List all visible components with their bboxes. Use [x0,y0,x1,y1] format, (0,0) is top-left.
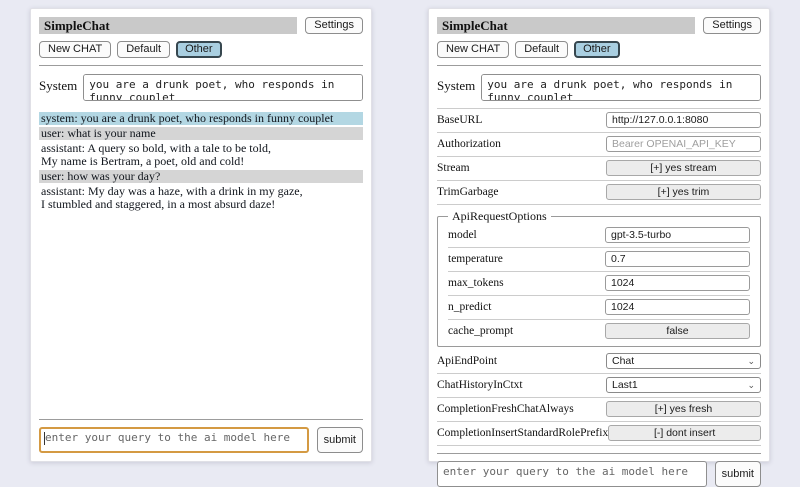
authorization-input[interactable] [606,136,761,152]
query-input[interactable] [437,461,707,487]
baseurl-label: BaseURL [437,114,483,126]
chat-history-label: ChatHistoryInCtxt [437,379,523,391]
max-tokens-label: max_tokens [448,277,504,289]
chat-session-tabs [39,41,363,58]
api-endpoint-label: ApiEndPoint [437,355,498,367]
toolbar-divider [39,65,363,66]
chat-session-tabs [437,41,761,58]
chat-panel [30,8,372,462]
setting-row-authorization [437,133,761,157]
setting-row-temperature [448,248,750,272]
cache-prompt-toggle-button[interactable]: false [605,323,750,339]
completion-role-prefix-label: CompletionInsertStandardRolePrefix [437,427,609,439]
tab-default[interactable]: Default [117,41,170,58]
assistant-line: I stumbled and staggered, in a most absurd daze! [41,197,276,211]
system-label: System [39,78,78,93]
system-prompt-input[interactable] [481,74,761,101]
new-chat-button[interactable]: New CHAT [437,41,509,58]
chat-message-assistant [39,142,363,168]
new-chat-button[interactable]: New CHAT [39,41,111,58]
n-predict-label: n_predict [448,301,492,313]
chat-message-system: system: you are a drunk poet, who responds in funny couplet [39,112,363,125]
stream-label: Stream [437,162,470,174]
n-predict-input[interactable] [605,299,750,315]
setting-row-trimgarbage [437,181,761,205]
setting-row-api-endpoint [437,350,761,374]
max-tokens-input[interactable] [605,275,750,291]
settings-button[interactable]: Settings [305,17,363,34]
temperature-input[interactable] [605,251,750,267]
api-endpoint-selected-value: Chat [612,355,635,367]
chevron-down-icon: ⌄ [747,355,755,366]
authorization-label: Authorization [437,138,501,150]
setting-row-baseurl [437,109,761,133]
titlebar [437,17,761,34]
submit-button[interactable]: submit [715,461,761,487]
chat-message-user: user: what is your name [39,127,363,140]
chat-history-select[interactable] [606,377,761,393]
system-prompt-input[interactable] [83,74,363,101]
setting-row-model [448,224,750,248]
query-divider [39,419,363,420]
assistant-line: assistant: My day was a haze, with a drink in my gaze, [41,184,303,198]
titlebar [39,17,363,34]
tab-default[interactable]: Default [515,41,568,58]
api-request-options-legend: ApiRequestOptions [452,209,547,223]
setting-row-completion-fresh [437,398,761,422]
chat-message-assistant [39,185,363,211]
trimgarbage-label: TrimGarbage [437,186,499,198]
query-input[interactable] [39,427,309,453]
system-prompt-row [437,74,761,101]
trimgarbage-toggle-button[interactable]: [+] yes trim [606,184,761,200]
model-input[interactable] [605,227,750,243]
setting-row-completion-role-prefix [437,422,761,446]
system-label: System [437,78,476,93]
completion-role-prefix-toggle-button[interactable]: [-] dont insert [608,425,761,441]
model-label: model [448,229,477,241]
cache-prompt-label: cache_prompt [448,325,514,337]
tab-other[interactable]: Other [176,41,222,58]
app-title: SimpleChat [39,17,297,34]
api-endpoint-select[interactable] [606,353,761,369]
assistant-line: assistant: A query so bold, with a tale to be told, [41,141,271,155]
query-row [437,461,761,487]
chevron-down-icon: ⌄ [747,379,755,390]
tab-other[interactable]: Other [574,41,620,58]
text-caret [44,432,45,445]
stream-toggle-button[interactable]: [+] yes stream [606,160,761,176]
api-request-options-fieldset [437,209,761,347]
query-row [39,427,363,453]
settings-list [437,102,761,446]
query-input-wrap [39,427,309,453]
assistant-line: My name is Bertram, a poet, old and cold! [41,154,245,168]
chat-message-list [39,112,363,412]
setting-row-cache-prompt [448,320,750,343]
query-input-wrap [437,461,707,487]
toolbar-divider [437,65,761,66]
temperature-label: temperature [448,253,503,265]
completion-fresh-toggle-button[interactable]: [+] yes fresh [606,401,761,417]
completion-fresh-label: CompletionFreshChatAlways [437,403,574,415]
query-divider [437,453,761,454]
system-prompt-row [39,74,363,101]
submit-button[interactable]: submit [317,427,363,453]
setting-row-max-tokens [448,272,750,296]
chat-message-user: user: how was your day? [39,170,363,183]
chat-history-selected-value: Last1 [612,379,638,391]
baseurl-input[interactable] [606,112,761,128]
settings-button[interactable]: Settings [703,17,761,34]
setting-row-n-predict [448,296,750,320]
settings-panel [428,8,770,480]
setting-row-stream [437,157,761,181]
setting-row-chat-history [437,374,761,398]
app-title: SimpleChat [437,17,695,34]
